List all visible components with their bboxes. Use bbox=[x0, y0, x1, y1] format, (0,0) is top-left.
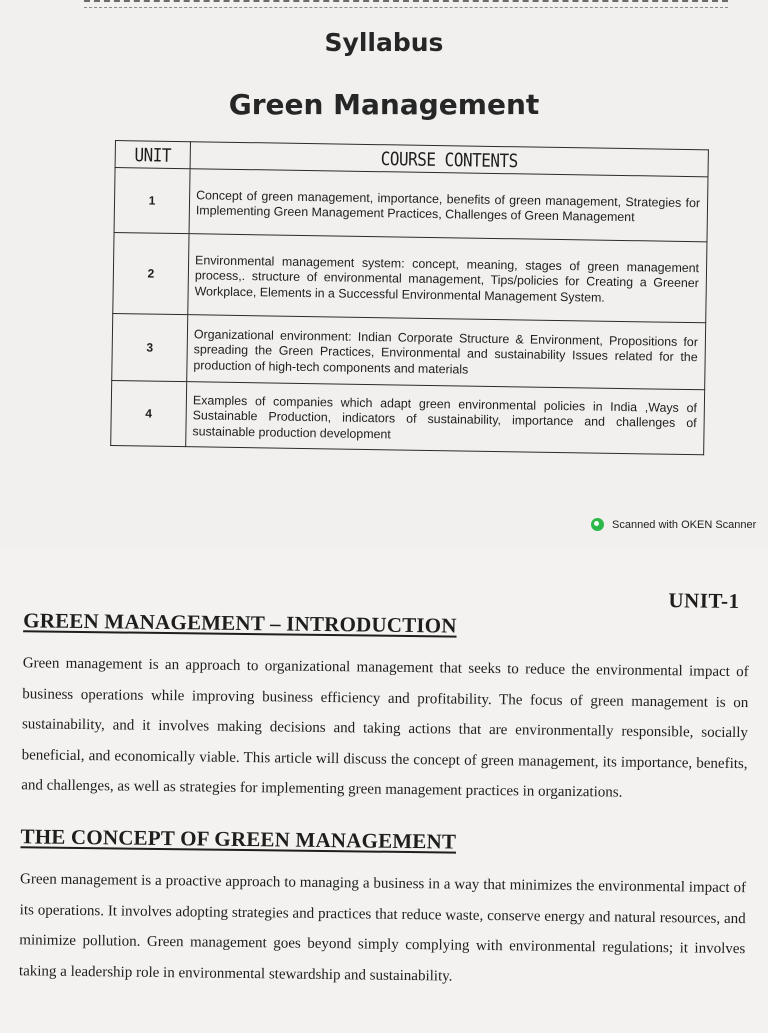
unit-column-header: UNIT bbox=[115, 138, 190, 170]
table-row bbox=[111, 380, 705, 454]
syllabus-table bbox=[110, 140, 709, 455]
table-row bbox=[114, 168, 708, 242]
table-header-row bbox=[115, 141, 708, 177]
syllabus-heading: Syllabus bbox=[324, 28, 444, 57]
unit-contents: Examples of companies which adapt green environmental policies in India ,Ways of Sustainable Production, indicators of sustainability, importance and challenges of sustainable production development bbox=[186, 382, 705, 455]
section-paragraph-concept: Green management is a proactive approach to managing a business in a way that minimizes the environmental impact of its operations. It involves adopting strategies and practices that reduce waste, conserve energy and natural resources, and minimize pollution. Green management goes beyond simply complying with environmental regulations; it involves taking a leadership role in environmental stewardship and sustainability. bbox=[18, 871, 747, 985]
scanner-watermark bbox=[591, 518, 756, 531]
unit-number: 1 bbox=[114, 168, 190, 234]
unit-contents: Concept of green management, importance, benefits of green management, Strategies for Implementing Green Management Practices, Challenges of Green Management bbox=[189, 169, 708, 242]
unit-contents: Environmental management system: concept, meaning, stages of green management process,. structure of environmental management, Tips/policies for Creating a Greener Workplace, Elements in a Successful Environmental Management System. bbox=[188, 234, 707, 323]
unit-contents: Organizational environment: Indian Corporate Structure & Environment, Propositions for spreading the Green Practices, Environmental and sustainability Issues related for the production of high-tech components and materials bbox=[187, 315, 706, 390]
section-heading-introduction: GREEN MANAGEMENT – INTRODUCTION bbox=[23, 608, 457, 638]
subject-title: Green Management bbox=[228, 88, 540, 121]
scanner-watermark-text: Scanned with OKEN Scanner bbox=[612, 518, 757, 531]
contents-column-header: COURSE CONTENTS bbox=[190, 140, 708, 179]
unit-number: 3 bbox=[112, 313, 188, 381]
table-row bbox=[112, 313, 706, 389]
unit-label: UNIT-1 bbox=[668, 588, 740, 614]
unit-number: 4 bbox=[111, 380, 187, 446]
table-row bbox=[113, 232, 707, 322]
section-paragraph-introduction: Green management is an approach to organizational management that seeks to reduce the environmental impact of business operations while improving business efficiency and profitability. The focus of green management is on sustainability, and it involves making decisions and taking actions that are environmentally responsible, socially beneficial, and economically viable. This article will discuss the concept of green management, its importance, benefits, and challenges, as well as strategies for implementing green management practices in organizations. bbox=[21, 655, 749, 801]
section-heading-concept: THE CONCEPT OF GREEN MANAGEMENT bbox=[20, 824, 457, 854]
top-border-dashes bbox=[84, 0, 728, 8]
unit-page bbox=[0, 560, 768, 1033]
unit-number: 2 bbox=[113, 232, 189, 314]
scanner-logo-icon bbox=[591, 518, 604, 531]
